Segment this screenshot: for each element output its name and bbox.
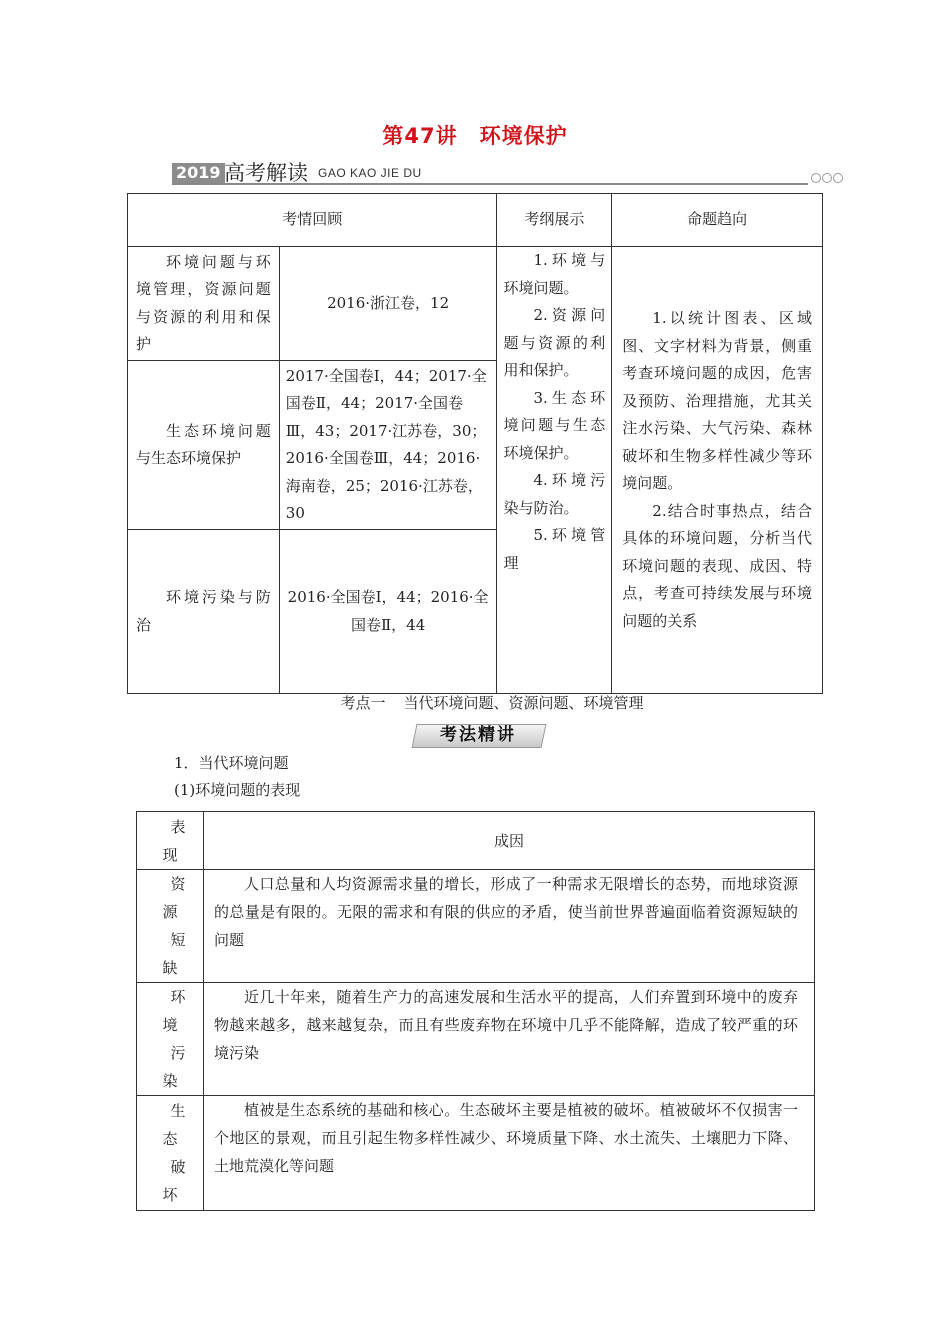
outline-item: 5.环境管理: [503, 526, 606, 572]
exam-banner: [172, 160, 844, 186]
outline-item: 4.环境污染与防治。: [503, 471, 606, 517]
row-name: 资 源 短 缺: [137, 870, 204, 983]
header-char: 表: [170, 817, 186, 836]
outline-cell: [497, 247, 612, 694]
header-manifestation: [137, 812, 204, 870]
subsection-subheading: (1)环境问题的表现: [174, 781, 301, 799]
topic-cell: 环境污染与防治: [128, 530, 280, 694]
years-cell: 2016·全国卷Ⅰ，44；2016·全国卷Ⅱ，44: [279, 530, 497, 694]
problem-table: [136, 811, 815, 1211]
method-banner: [410, 722, 546, 748]
banner-pinyin: GAO KAO JIE DU: [318, 166, 422, 180]
lecture-topic: 环境保护: [479, 124, 568, 148]
header-outline: 考纲展示: [497, 194, 612, 247]
method-banner-text: 考法精讲: [440, 725, 516, 745]
kaodian-text: 当代环境问题、资源问题、环境管理: [403, 694, 644, 712]
kaodian-label: 考点一: [340, 694, 386, 712]
page-title: [0, 120, 950, 150]
years-cell: 2016·浙江卷，12: [279, 247, 497, 361]
topic-cell: 生态环境问题与生态环境保护: [128, 361, 280, 530]
lecture-number: 第47讲: [382, 124, 458, 148]
header-trend: 命题趋向: [612, 194, 823, 247]
exam-overview-table: [127, 193, 823, 694]
header-cause: 成因: [204, 812, 815, 870]
header-char: 现: [162, 845, 178, 864]
outline-item: 3.生态环境问题与生态环境保护。: [503, 388, 606, 462]
trend-item: 1.以统计图表、区域图、文字材料为背景，侧重考查环境问题的成因，危害及预防、治理措施，尤其关注水污染、大气污染、森林破坏和生物多样性减少等环境问题。: [622, 309, 812, 492]
trend-item: 2.结合时事热点，结合具体的环境问题，分析当代环境问题的表现、成因、特点，考查可持续发展与环境问题的关系: [622, 501, 812, 630]
row-cause: 人口总量和人均资源需求量的增长，形成了一种需求无限增长的态势，而地球资源的总量是有限的。无限的需求和有限的供应的矛盾，使当前世界普遍面临着资源短缺的问题: [204, 870, 815, 983]
years-cell: 2017·全国卷Ⅰ，44；2017·全国卷Ⅱ，44；2017·全国卷Ⅲ，43；2017·江苏卷，30；2016·全国卷Ⅲ，44；2016·海南卷，25；2016·江苏卷，30: [279, 361, 497, 530]
banner-label: 高考解读: [224, 161, 308, 185]
topic-cell: 环境问题与环境管理，资源问题与资源的利用和保护: [128, 247, 280, 361]
section-heading: [0, 692, 950, 713]
outline-item: 1.环境与环境问题。: [503, 251, 606, 297]
header-review: 考情回顾: [128, 194, 497, 247]
row-cause: 植被是生态系统的基础和核心。生态破坏主要是植被的破坏。植被破坏不仅损害一个地区的景观，而且引起生物多样性减少、环境质量下降、水土流失、土壤肥力下降、土地荒漠化等问题: [204, 1096, 815, 1211]
row-cause: 近几十年来，随着生产力的高速发展和生活水平的提高，人们弃置到环境中的废弃物越来越多，越来越复杂，而且有些废弃物在环境中几乎不能降解，造成了较严重的环境污染: [204, 983, 815, 1096]
banner-dots-icon: [810, 168, 844, 180]
row-name: 生 态 破 坏: [137, 1096, 204, 1211]
outline-item: 2.资源问题与资源的利用和保护。: [503, 306, 606, 379]
banner-year: 2019: [172, 163, 225, 183]
row-name: 环 境 污 染: [137, 983, 204, 1096]
subsection-heading: 1．当代环境问题: [174, 754, 289, 772]
trend-cell: [612, 247, 823, 694]
